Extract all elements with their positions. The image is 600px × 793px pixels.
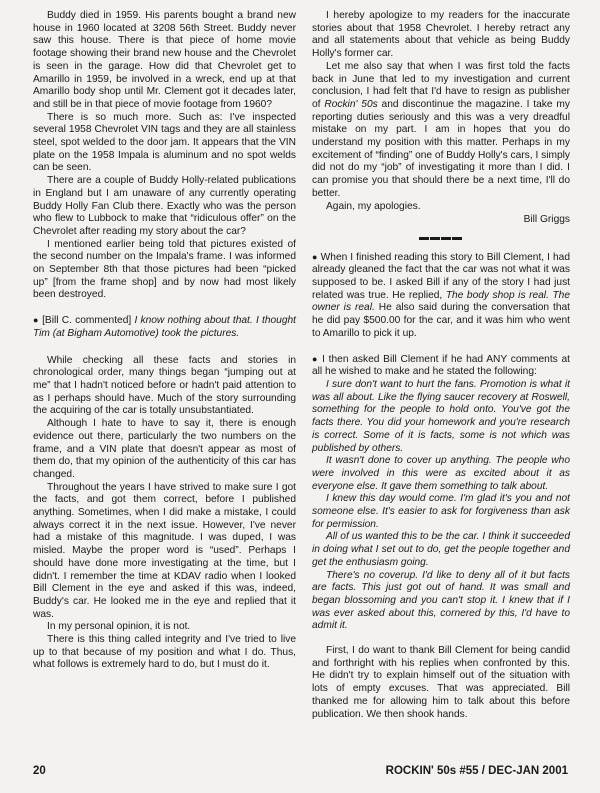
section-divider: ▬▬▬▬ xyxy=(419,231,463,243)
paragraph: I mentioned earlier being told that pictures existed of the second number on the Impala's frame. I was informed on September 8th that those pictures had been “picked up” [from the frame shop] and by now had most likely been destroyed. xyxy=(33,238,296,301)
quote-paragraph: I knew this day would come. I'm glad it's you and not someone else. It's easier to ask for forgiveness than ask for permission. xyxy=(312,493,570,530)
paragraph: Although I hate to have to say it, there is enough evidence out there, particularly the two numbers on the frame, and a VIN plate that doesn't appear as most of them do, that my opinion of the authenticity of this car has changed. xyxy=(33,418,296,480)
quote-paragraph: There's no coverup. I'd like to deny all of it but facts are facts. This just got out of hand. It was small and began blossoming and you can't stop it. I knew that if I was ever asked about this, cornered by this, I'd have to admit it. xyxy=(312,569,570,632)
paragraph: I hereby apologize to my readers for the inaccurate stories about that 1958 Chevrolet. I hereby retract any and all statements about that vehicle as being Buddy Holly's former car. xyxy=(312,10,570,60)
page-number: 20 xyxy=(33,765,46,777)
signature: Bill Griggs xyxy=(523,214,570,226)
quote-paragraph: It wasn't done to cover up anything. The people who were involved in this were as excited about it as everyone else. It gave them something to talk about. xyxy=(312,455,570,492)
bullet-icon: ● xyxy=(33,315,39,326)
bullet-icon: ● xyxy=(312,353,319,364)
paragraph: There is this thing called integrity and I've tried to live up to that because of my position and what I do. Thus, what follows is extremely hard to do, but I must do it. xyxy=(33,634,296,671)
paragraph: Throughout the years I have strived to make sure I got the facts, and got them correct, before I published anything. Sometimes, when I did make a mistake, I could always correct it in the next issue. However, I've never had a mistake of this magnitude. I was duped, I was misled. Maybe the proper word is “used”. Perhaps I should have done more investigating at the time, but I didn't. I remember the time at KDAV radio when I looked Bill Clement in the eye and asked if this was, indeed, Buddy's car. He looked me in the eye and replied that it was. xyxy=(33,481,296,620)
bullet-icon: ● xyxy=(312,251,318,262)
left-column xyxy=(33,10,296,672)
magazine-title: Rockin' 50s xyxy=(324,98,378,110)
comment-lead: [Bill C. commented] xyxy=(42,315,135,327)
paragraph: There is so much more. Such as: I've inspected several 1958 Chevrolet VIN tags and they are all stainless steel, spot welded to the door jam. It appears that the VIN plate on the 1958 Impala is aluminum and no spot welds can be seen. xyxy=(33,111,296,174)
paragraph: Buddy died in 1959. His parents bought a brand new house in 1960 located at 3208 56th Street. Buddy never saw this house. There is that piece of home movie footage showing their brand new house and the Chevrolet is seen in the garage. How did that Chevrolet get to Amarillo in 1959, be involved in a wreck, end up at that Amarillo body shop until Mr. Clement got it decades later, and still be in that piece of movie footage from 1960? xyxy=(33,10,296,110)
paragraph: Again, my apologies. xyxy=(326,200,421,212)
paragraph: ● I then asked Bill Clement if he had ANY comments at all he wished to make and he stated the following: xyxy=(312,353,570,378)
paragraph: In my personal opinion, it is not. xyxy=(47,621,191,633)
paragraph: There are a couple of Buddy Holly-related publications in England but I am unaware of any currently operating Buddy Holly Fan Club there. Exactly who was the person who flew to Lubbock to make that “ridiculous offer” on the Chevrolet after reading my story about the car? xyxy=(33,175,296,237)
quote-paragraph: I sure don't want to hurt the fans. Promotion is what it was all about. Like the flying saucer recovery at Roswell, something for the people to hold onto. You've got the facts there. You did your homework and you're research is correct. Some of it is facts, some is not which was published by others. xyxy=(312,378,570,454)
bill-c-comment xyxy=(33,314,296,340)
comment-quote: I know nothing about that. I thought Tim (at Bigham Automotive) took the pictures. xyxy=(33,315,296,339)
paragraph: Let me also say that when I was first told the facts back in June that led to my investigation and current conclusion, I had felt that I'd have to resign as publisher of Rockin' 50s and discontinue the magazine. I take my reporting duties seriously and this was a very dreadful mistake on my part. I am in hopes that you do understand my position with this matter. Perhaps in my excitement of “finding” one of Buddy Holly's cars, I simply did not do my “job” of investigating it more than I did. I can promise you that should there be a next time, I'll do better. xyxy=(312,60,570,199)
paragraph: ● When I finished reading this story to Bill Clement, I had already gleaned the fact that the car was not what it was supposed to be. I asked Bill if any of the story I had just related was true. He replied, The body shop is real. The owner is real. He also said during the conversation that he did pay $500.00 for the car, and it was him who went to Amarillo to pick it up. xyxy=(312,251,570,339)
issue-label: ROCKIN' 50s #55 / DEC-JAN 2001 xyxy=(385,765,568,777)
paragraph: While checking all these facts and stories in chronological order, many things began “jumping out at me” that I hadn't noticed before or hadn't paid attention to as I perhaps should have. Much of the story surrounding the acquiring of the car is totally unsubstantiated. xyxy=(33,354,296,417)
quote-inline: The body shop is real. The owner is real. xyxy=(312,289,570,314)
right-column xyxy=(312,10,570,721)
quote-paragraph: All of us wanted this to be the car. I think it succeeded in doing what I set out to do, get the people together and get the enthusiasm going. xyxy=(312,531,570,568)
paragraph: First, I do want to thank Bill Clement for being candid and forthright with his replies when confronted by this. He didn't try to explain himself out of the situation with lots of empty excuses. That was appreciated. Bill thanked me for allowing him to talk about this before publication. We then shook hands. xyxy=(312,645,570,720)
